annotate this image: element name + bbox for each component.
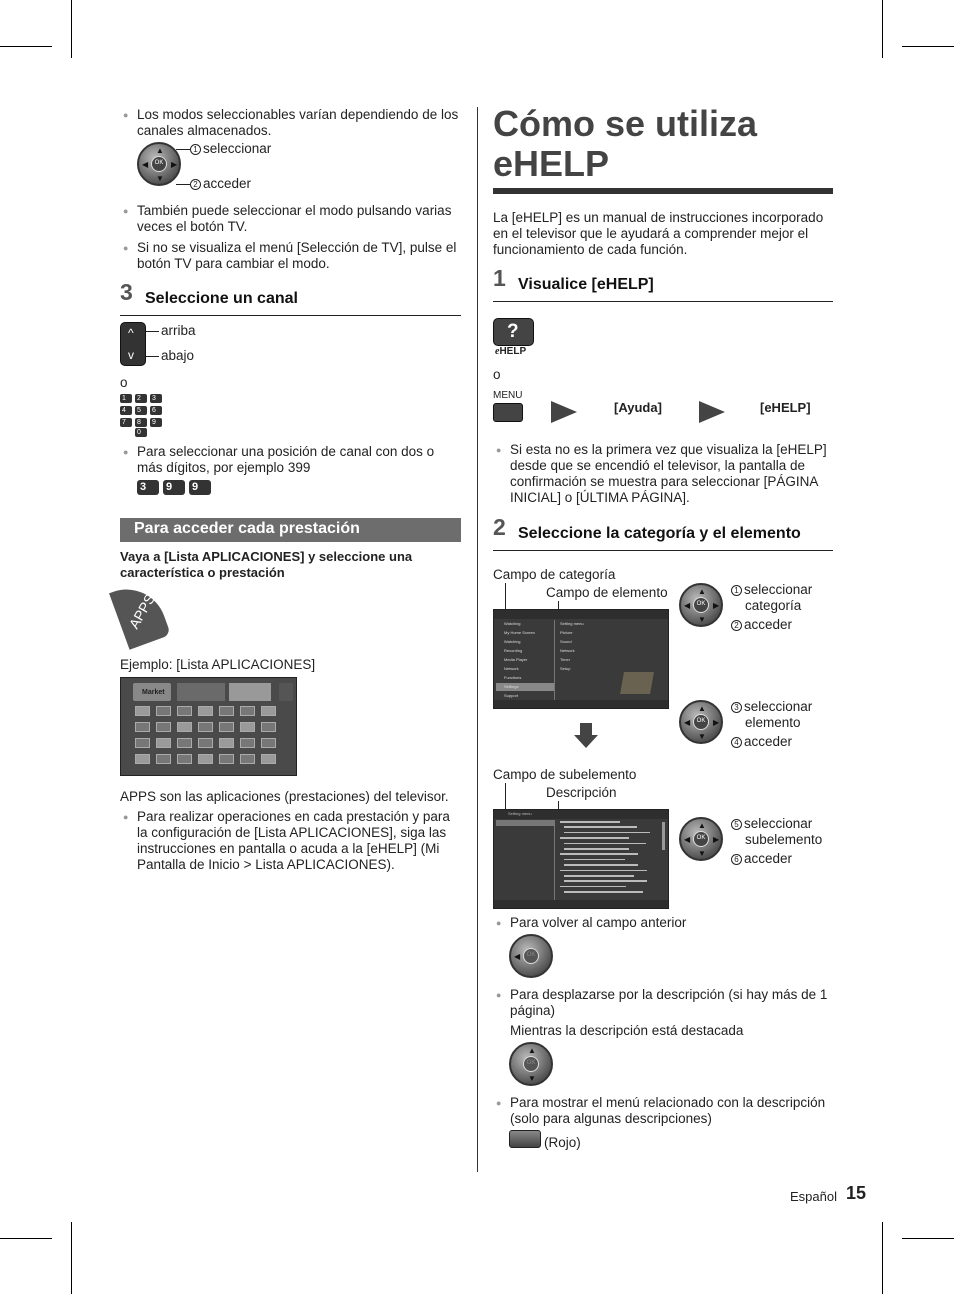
ehelp-description-line — [564, 864, 638, 866]
or-text: o — [493, 367, 501, 382]
bullet-text: ● Para realizar operaciones en cada prestación y para la configuración de [Lista APLICACIONES], siga las instrucciones en pantalla o acuda a la [eHELP] (Mi Pantalla de Inicio > Lista APLICACIONES). — [137, 809, 459, 873]
step3-heading: 3 Seleccione un canal — [120, 286, 461, 316]
crop-mark — [902, 46, 954, 47]
app-tile-icon — [198, 754, 213, 764]
ayuda-label: [Ayuda] — [614, 400, 662, 415]
ehelp-logo: eHELP — [495, 346, 527, 357]
key-9: 9 — [189, 480, 211, 495]
back-navigation-button-icon: ◀ OK — [509, 934, 553, 978]
ehelp-label: [eHELP] — [760, 400, 811, 415]
leader-line — [176, 149, 190, 150]
up-label: arriba — [161, 323, 196, 338]
ehelp-description-line — [564, 826, 637, 828]
scroll-note: Mientras la descripción está destacada — [510, 1023, 744, 1038]
bullet-text: ● Si no se visualiza el menú [Selección de TV], pulse el botón TV para cambiar el modo. — [137, 240, 467, 272]
leader-line — [146, 356, 159, 357]
app-tile-icon — [177, 706, 192, 716]
app-tile-icon — [240, 738, 255, 748]
numkey-9: 9 — [150, 418, 162, 427]
ehelp-list-item: Setting menu — [560, 621, 584, 626]
arrow-right-icon — [551, 401, 577, 423]
app-tile-icon — [135, 706, 150, 716]
ehelp-menu-item: Watching — [504, 621, 521, 626]
bullet-text: ● Para desplazarse por la descripción (si hay más de 1 página) — [510, 987, 832, 1019]
ehelp-description-line — [560, 870, 647, 872]
numkey-4: 4 — [120, 406, 132, 415]
numkey-0: 0 — [135, 428, 147, 437]
ehelp-description-line — [560, 837, 629, 839]
crop-mark — [71, 1222, 72, 1294]
app-tile-icon — [261, 706, 276, 716]
numkey-8: 8 — [135, 418, 147, 427]
leader-line — [176, 184, 190, 185]
category-field-label: Campo de categoría — [493, 567, 616, 582]
intro-text: La [eHELP] es un manual de instrucciones incorporado en el televisor que le ayudará a comprender mejor el funcionamiento de cada función. — [493, 210, 824, 257]
ehelp-category-screenshot — [493, 609, 669, 709]
step2-heading: 2 Seleccione la categoría y el elemento — [493, 521, 833, 551]
access-label: 2 acceder — [190, 176, 251, 192]
access-label: 2 acceder — [731, 617, 792, 633]
leader-line — [146, 331, 159, 332]
app-tile-icon — [240, 754, 255, 764]
bullet-text: ● Los modos seleccionables varían dependiendo de los canales almacenados. — [137, 107, 467, 139]
bullet-text: ● También puede seleccionar el modo pulsando varias veces el botón TV. — [137, 203, 467, 235]
ehelp-list-item: Network — [560, 648, 575, 653]
ok-navigation-button-icon: ▲ ▼ ◀ ▶ OK — [679, 817, 723, 861]
apps-description: APPS son las aplicaciones (prestaciones) del televisor. — [120, 789, 449, 804]
crop-mark — [882, 0, 883, 58]
app-tile-icon — [219, 706, 234, 716]
select-subitem-label: 5 seleccionar subelemento — [731, 816, 831, 848]
app-tile-icon — [135, 754, 150, 764]
section-bar-title: Para acceder cada prestación — [134, 520, 360, 537]
arrow-down-icon — [574, 735, 598, 748]
app-tile-icon — [156, 722, 171, 732]
ehelp-description-line — [564, 859, 625, 861]
app-tile-icon — [240, 706, 255, 716]
scroll-navigation-button-icon: ▲ ▼ OK — [509, 1042, 553, 1086]
key-3: 3 — [137, 480, 159, 495]
ehelp-description-line — [564, 843, 646, 845]
app-tile-icon — [156, 738, 171, 748]
ehelp-menu-item: Network — [504, 666, 519, 671]
app-tile-icon — [156, 754, 171, 764]
numkey-5: 5 — [135, 406, 147, 415]
bullet-text: ● Si esta no es la primera vez que visualiza la [eHELP] desde que se encendió el televisor, la pantalla de confirmación se muestra para seleccionar [PÁGINA INICIAL] o [ÚLTIMA PÁGINA]. — [510, 442, 832, 506]
down-label: abajo — [161, 348, 195, 363]
crop-mark — [0, 1238, 52, 1239]
bullet-text: ● Para seleccionar una posición de canal con dos o más dígitos, por ejemplo 399 — [137, 444, 457, 476]
column-divider — [477, 107, 478, 1172]
ehelp-description-line — [564, 875, 634, 877]
crop-mark — [71, 0, 72, 58]
app-tile-icon — [261, 722, 276, 732]
ehelp-description-line — [564, 880, 647, 882]
description-label: Descripción — [546, 785, 617, 800]
page-number: 15 — [846, 1183, 867, 1203]
ehelp-menu-item: Watching — [504, 639, 521, 644]
app-tile-icon — [177, 738, 192, 748]
ehelp-menu-item: My Home Screen — [504, 630, 535, 635]
ehelp-description-line — [564, 891, 643, 893]
subitem-field-label: Campo de subelemento — [493, 767, 637, 782]
app-tile-icon — [135, 722, 150, 732]
example-caption: Ejemplo: [Lista APLICACIONES] — [120, 657, 316, 672]
menu-label: MENU — [493, 390, 523, 401]
arrow-right-icon — [699, 401, 725, 423]
title-rule — [493, 188, 833, 194]
bullet-text: ● Para mostrar el menú relacionado con la descripción (solo para algunas descripciones) — [510, 1095, 832, 1127]
ehelp-list-item: Sound — [560, 639, 572, 644]
red-key-icon — [509, 1130, 541, 1148]
app-tile-icon — [135, 738, 150, 748]
app-tile-icon — [261, 738, 276, 748]
apps-list-screenshot: Market — [120, 677, 297, 776]
arrow-down-icon — [580, 723, 592, 735]
ok-navigation-button-icon: ▲ ▼ ◀ ▶ OK — [679, 583, 723, 627]
app-tile-icon — [198, 706, 213, 716]
app-tile-icon — [240, 722, 255, 732]
app-tile-icon — [177, 722, 192, 732]
access-label: 4 acceder — [731, 734, 792, 750]
numkey-6: 6 — [150, 406, 162, 415]
ehelp-list-item: Timer — [560, 657, 571, 662]
item-field-label: Campo de elemento — [546, 585, 668, 600]
ehelp-list-item: Picture — [560, 630, 573, 635]
numkey-3: 3 — [150, 394, 162, 403]
or-text: o — [120, 375, 128, 390]
ehelp-menu-item: Recording — [504, 648, 523, 653]
numkey-2: 2 — [135, 394, 147, 403]
ehelp-description-line — [560, 853, 638, 855]
key-9: 9 — [163, 480, 185, 495]
app-tile-icon — [219, 738, 234, 748]
ehelp-list-item: Setup — [560, 666, 571, 671]
app-tile-icon — [198, 722, 213, 732]
ehelp-description-line — [564, 832, 650, 834]
bold-instruction: Vaya a [Lista APLICACIONES] y seleccione una característica o prestación — [120, 549, 413, 580]
app-tile-icon — [177, 754, 192, 764]
app-tile-icon — [198, 738, 213, 748]
ehelp-menu-item: Functions — [504, 675, 522, 680]
ehelp-menu-item: Settings — [496, 683, 554, 691]
crop-mark — [0, 46, 52, 47]
crop-mark — [902, 1238, 954, 1239]
select-label: 1 seleccionar — [190, 141, 271, 157]
menu-key-icon — [493, 403, 523, 422]
red-label: (Rojo) — [544, 1135, 581, 1150]
ehelp-description-line — [560, 821, 620, 823]
apps-key-icon: APPS — [109, 578, 171, 649]
ehelp-description-screenshot: Setting menu — [493, 809, 669, 909]
select-item-label: 3 seleccionar elemento — [731, 699, 831, 731]
numkey-7: 7 — [120, 418, 132, 427]
footer-language: Español — [790, 1189, 837, 1204]
access-label: 6 acceder — [731, 851, 792, 867]
ok-navigation-button-icon: ▲ ▼ ◀ ▶ OK — [137, 142, 181, 186]
app-tile-icon — [219, 754, 234, 764]
ok-navigation-button-icon: ▲ ▼ ◀ ▶ OK — [679, 700, 723, 744]
app-tile-icon — [219, 722, 234, 732]
ehelp-description-line — [564, 848, 629, 850]
app-tile-icon — [261, 754, 276, 764]
section-bar — [120, 518, 461, 542]
step1-heading: 1 Visualice [eHELP] — [493, 272, 833, 302]
channel-rocker-icon: ^ v — [120, 322, 146, 366]
ehelp-menu-item: Media Player — [504, 657, 528, 662]
help-key-icon: ? — [493, 318, 534, 346]
select-category-label: 1 seleccionar categoría — [731, 582, 831, 614]
crop-mark — [882, 1222, 883, 1294]
ehelp-menu-item: Support — [504, 693, 519, 698]
ehelp-description-line — [560, 886, 626, 888]
numkey-1: 1 — [120, 394, 132, 403]
bullet-text: ● Para volver al campo anterior — [510, 915, 832, 931]
page-title: Cómo se utiliza eHELP — [493, 103, 758, 184]
app-tile-icon — [156, 706, 171, 716]
